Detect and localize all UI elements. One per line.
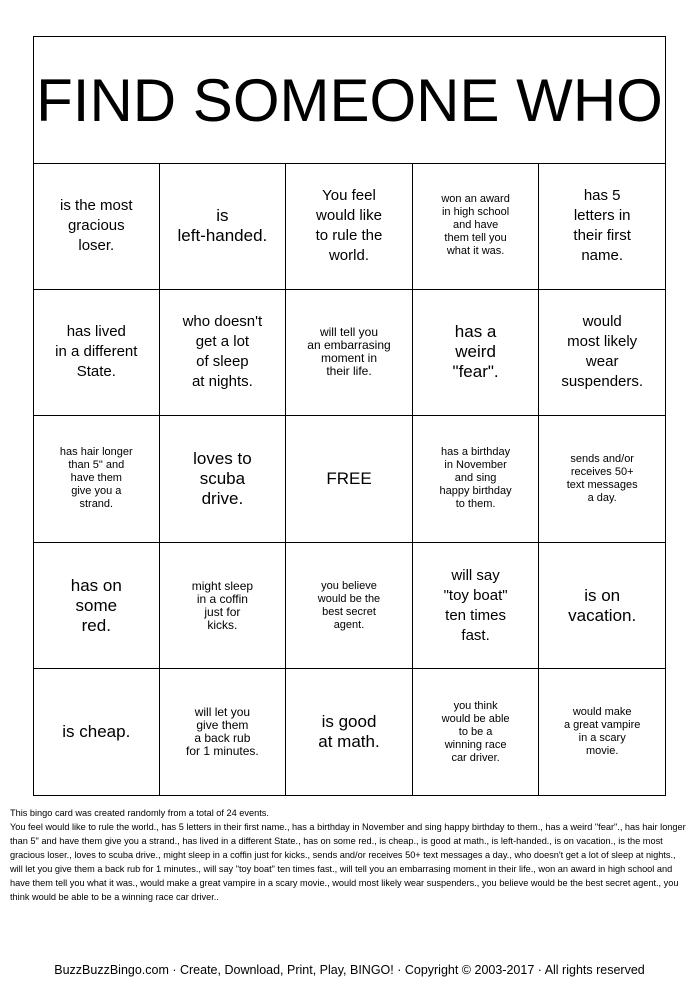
bingo-cell-text: might sleep in a coffin just for kicks. bbox=[191, 578, 254, 632]
bingo-cell-text: You feel would like to rule the world. bbox=[315, 186, 383, 264]
bingo-cell bbox=[539, 416, 666, 543]
bingo-cell bbox=[413, 290, 540, 417]
bingo-cell bbox=[160, 416, 287, 543]
bingo-cell bbox=[539, 163, 666, 290]
bingo-cell bbox=[286, 290, 413, 417]
bingo-cell-text: who doesn't get a lot of sleep at nights. bbox=[182, 313, 263, 391]
bingo-cell-text: is on vacation. bbox=[568, 585, 637, 625]
bingo-cell bbox=[413, 163, 540, 290]
bingo-cell-text: will tell you an embarrasing moment in their life. bbox=[307, 325, 391, 379]
bingo-cell-text: you think would be able to be a winning race car driver. bbox=[441, 699, 510, 764]
title-box bbox=[33, 36, 666, 164]
bingo-cell bbox=[286, 416, 413, 543]
bingo-cell bbox=[286, 669, 413, 796]
bingo-cell bbox=[413, 543, 540, 670]
bingo-cell-text: would make a great vampire in a scary movie. bbox=[563, 706, 641, 758]
bingo-cell bbox=[33, 669, 160, 796]
bingo-cell-text: loves to scuba drive. bbox=[193, 448, 252, 508]
bingo-cell bbox=[160, 669, 287, 796]
bingo-cell-text: will say "toy boat" ten times fast. bbox=[443, 566, 508, 644]
card-info bbox=[10, 806, 690, 904]
info-events-list: You feel would like to rule the world., has 5 letters in their first name., has a birthday in November and sing happy birthday to them., has a weird "fear"., has hair longer than 5" and have them give you a strand., has lived in a different State., has on some red., is cheap., is good at math., is left-handed., is on vacation., is the most gracious loser., loves to scuba drive., might sleep in a coffin just for kicks., sends and/or receives 50+ text messages a day., who doesn't get a lot of sleep at nights., will let you give them a back rub for 1 minutes., will say "toy boat" ten times fast., will tell you an embarrasing moment in their life., won an award in high school and have them tell you what it was., would make a great vampire in a scary movie., would most likely wear suspenders., you believe would be the best secret agent., you think would be able to be a winning race car driver.. bbox=[10, 822, 686, 902]
bingo-cell-text: has lived in a different State. bbox=[55, 323, 138, 381]
bingo-cell-text: is left-handed. bbox=[177, 205, 268, 245]
bingo-cell-text: has 5 letters in their first name. bbox=[573, 186, 631, 264]
bingo-cell-text: has on some red. bbox=[70, 575, 122, 635]
bingo-cell bbox=[539, 669, 666, 796]
bingo-cell bbox=[33, 163, 160, 290]
bingo-cell-text: will let you give them a back rub for 1 minutes. bbox=[186, 705, 259, 759]
bingo-cell-text: would most likely wear suspenders. bbox=[561, 313, 644, 391]
bingo-cell bbox=[413, 669, 540, 796]
footer-credit: BuzzBuzzBingo.com · Create, Download, Print, Play, BINGO! · Copyright © 2003-2017 · All rights reserved bbox=[54, 963, 645, 977]
bingo-cell bbox=[160, 543, 287, 670]
card-title: FIND SOMEONE WHO bbox=[36, 66, 663, 134]
bingo-cell bbox=[33, 543, 160, 670]
bingo-cell-text: is good at math. bbox=[318, 712, 380, 752]
bingo-cell-text: sends and/or receives 50+ text messages a day. bbox=[566, 452, 638, 504]
bingo-cell bbox=[33, 416, 160, 543]
bingo-cell bbox=[286, 543, 413, 670]
bingo-cell-text: has a birthday in November and sing happy birthday to them. bbox=[439, 446, 512, 511]
bingo-cell bbox=[539, 290, 666, 417]
bingo-card bbox=[33, 36, 666, 796]
bingo-grid bbox=[33, 163, 666, 796]
bingo-cell bbox=[160, 163, 287, 290]
info-summary: This bingo card was created randomly from a total of 24 events. bbox=[10, 808, 269, 818]
bingo-cell bbox=[286, 163, 413, 290]
bingo-cell bbox=[539, 543, 666, 670]
bingo-cell-text: is the most gracious loser. bbox=[60, 196, 133, 254]
bingo-cell bbox=[160, 290, 287, 417]
bingo-cell bbox=[413, 416, 540, 543]
bingo-cell-text: won an award in high school and have them tell you what it was. bbox=[441, 193, 510, 258]
bingo-cell bbox=[33, 290, 160, 417]
bingo-cell-text: you believe would be the best secret agent. bbox=[317, 579, 381, 631]
bingo-cell-text: FREE bbox=[326, 468, 372, 488]
bingo-cell-text: has a weird "fear". bbox=[452, 322, 499, 382]
bingo-cell-text: has hair longer than 5" and have them give you a strand. bbox=[59, 446, 133, 511]
bingo-cell-text: is cheap. bbox=[62, 722, 131, 742]
